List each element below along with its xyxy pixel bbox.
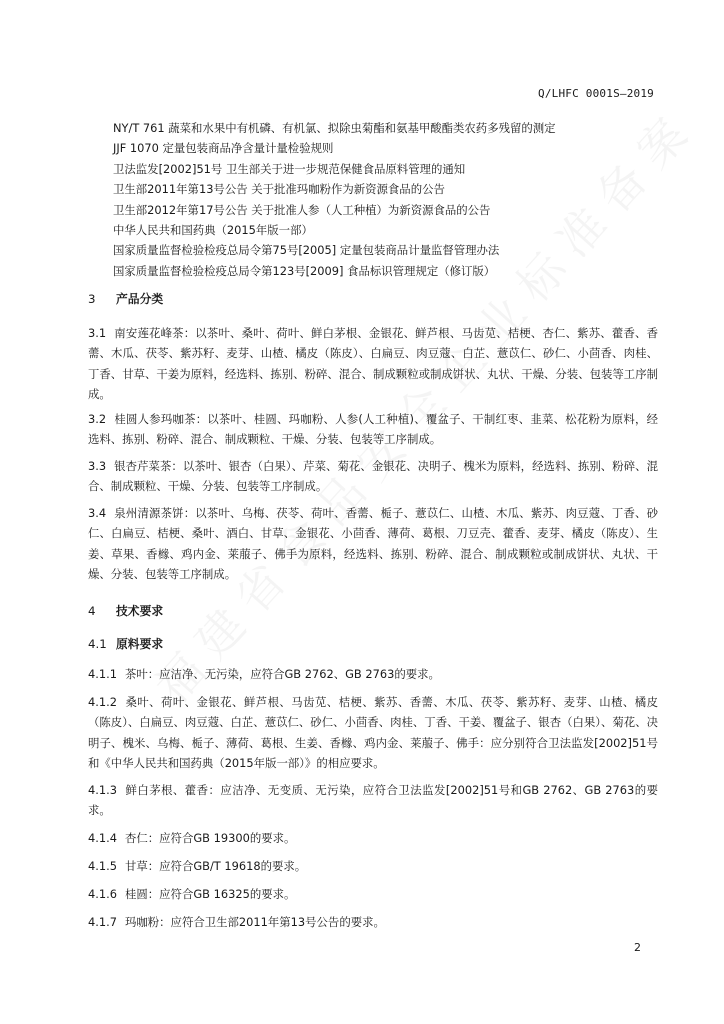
clause-4-1-7 xyxy=(88,912,658,932)
clause-number: 4.1.5 xyxy=(88,859,117,873)
reference-item: 国家质量监督检验检疫总局令第75号[2005] 定量包装商品计量监督管理办法 xyxy=(113,243,500,258)
clause-4-1-1 xyxy=(88,664,658,684)
clause-4-1-4 xyxy=(88,828,658,848)
clause-text: 玛咖粉：应符合卫生部2011年第13号公告的要求。 xyxy=(124,915,385,929)
reference-item: JJF 1070 定量包装商品净含量计量检验规则 xyxy=(113,141,334,156)
clause-4-1-5 xyxy=(88,856,658,876)
clause-text: 银杏芹菜茶：以茶叶、银杏（白果）、芹菜、菊花、金银花、决明子、槐米为原料，经选料、拣别、粉碎、混合、制成颗粒、干燥、分装、包装等工序制成。 xyxy=(88,459,658,494)
clause-number: 3.3 xyxy=(88,459,107,473)
reference-item: 卫生部2011年第13号公告 关于批准玛咖粉作为新资源食品的公告 xyxy=(113,182,445,197)
clause-text: 泉州清源茶饼：以茶叶、乌梅、茯苓、荷叶、香薷、栀子、薏苡仁、山楂、木瓜、紫苏、肉豆蔻、丁香、砂仁、白扁豆、桔梗、桑叶、酒白、甘草、金银花、小茴香、薄荷、葛根、刀豆壳、藿香、麦芽、橘皮（陈皮）、生姜、草果、香橼、鸡内金、莱菔子、佛手为原料，经选料、拣别、粉碎、混合、制成颗粒或制成饼状、丸状、干燥、分装、包装等工序制成。 xyxy=(88,506,658,582)
reference-item: 中华人民共和国药典（2015年版一部） xyxy=(113,223,313,238)
reference-item: 卫法监发[2002]51号 卫生部关于进一步规范保健食品原料管理的通知 xyxy=(113,161,466,176)
clause-number: 4.1.6 xyxy=(88,887,117,901)
clause-number: 3.1 xyxy=(88,326,107,340)
clause-number: 4.1.3 xyxy=(88,783,117,797)
clause-text: 茶叶：应洁净、无污染，应符合GB 2762、GB 2763的要求。 xyxy=(124,667,440,681)
section-number: 3 xyxy=(88,292,96,306)
section-4-heading xyxy=(88,602,163,619)
clause-text: 桂圆人参玛咖茶：以茶叶、桂圆、玛咖粉、人参(人工种植)、覆盆子、干制红枣、韭菜、松花粉为原料，经选料、拣别、粉碎、混合、制成颗粒、干燥、分装、包装等工序制成。 xyxy=(88,412,658,447)
clause-number: 4.1.7 xyxy=(88,915,117,929)
section-title: 产品分类 xyxy=(116,292,164,306)
clause-3-4 xyxy=(88,503,658,585)
clause-text: 桑叶、荷叶、金银花、鲜芦根、马齿苋、桔梗、紫苏、香薷、木瓜、茯苓、紫苏籽、麦芽、山楂、橘皮（陈皮）、白扁豆、肉豆蔻、白芷、薏苡仁、砂仁、小茴香、肉桂、丁香、干姜、覆盆子、银杏（白果）、菊花、决明子、槐米、乌梅、栀子、薄荷、葛根、生姜、香橼、鸡内金、莱菔子、佛手：应分别符合卫法监发[2002]51号和《中华人民共和国药典（2015年版一部）》的相应要求。 xyxy=(88,695,658,771)
subsection-title: 原料要求 xyxy=(116,637,164,651)
clause-4-1-2 xyxy=(88,692,658,774)
section-3-heading xyxy=(88,290,163,307)
clause-text: 南安莲花峰茶：以茶叶、桑叶、荷叶、鲜白茅根、金银花、鲜芦根、马齿苋、桔梗、杏仁、紫苏、藿香、香薷、木瓜、茯苓、紫苏籽、麦芽、山楂、橘皮（陈皮）、白扁豆、肉豆蔻、白芷、薏苡仁、砂仁、小茴香、肉桂、丁香、甘草、干姜为原料，经选料、拣别、粉碎、混合、制成颗粒或制成饼状、丸状、干燥、分装、包装等工序制成。 xyxy=(88,326,658,402)
clause-3-1 xyxy=(88,323,658,405)
clause-number: 4.1.1 xyxy=(88,667,117,681)
clause-text: 杏仁：应符合GB 19300的要求。 xyxy=(124,831,296,845)
clause-4-1-6 xyxy=(88,884,658,904)
section-title: 技术要求 xyxy=(116,604,164,618)
reference-list xyxy=(113,118,556,281)
clause-number: 4.1.2 xyxy=(88,695,117,709)
clause-3-2 xyxy=(88,409,658,450)
section-number: 4 xyxy=(88,604,96,618)
clause-4-1-3 xyxy=(88,780,658,821)
clause-text: 甘草：应符合GB/T 19618的要求。 xyxy=(124,859,307,873)
page-number: 2 xyxy=(634,941,641,954)
reference-item: 卫生部2012年第17号公告 关于批准人参（人工种植）为新资源食品的公告 xyxy=(113,202,491,217)
clause-number: 3.4 xyxy=(88,506,107,520)
section-4-1-heading xyxy=(88,635,163,652)
clause-3-3 xyxy=(88,456,658,497)
clause-number: 4.1.4 xyxy=(88,831,117,845)
document-code: Q/LHFC 0001S—2019 xyxy=(538,87,654,100)
reference-item: 国家质量监督检验检疫总局令第123号[2009] 食品标识管理规定（修订版） xyxy=(113,263,496,278)
reference-item: NY/T 761 蔬菜和水果中有机磷、有机氯、拟除虫菊酯和氨基甲酸酯类农药多残留的测定 xyxy=(113,121,556,135)
clause-number: 3.2 xyxy=(88,412,107,426)
clause-text: 鲜白茅根、藿香：应洁净、无变质、无污染，应符合卫法监发[2002]51号和GB 2762、GB 2763的要求。 xyxy=(88,783,658,818)
subsection-number: 4.1 xyxy=(88,637,107,651)
clause-text: 桂圆：应符合GB 16325的要求。 xyxy=(124,887,296,901)
